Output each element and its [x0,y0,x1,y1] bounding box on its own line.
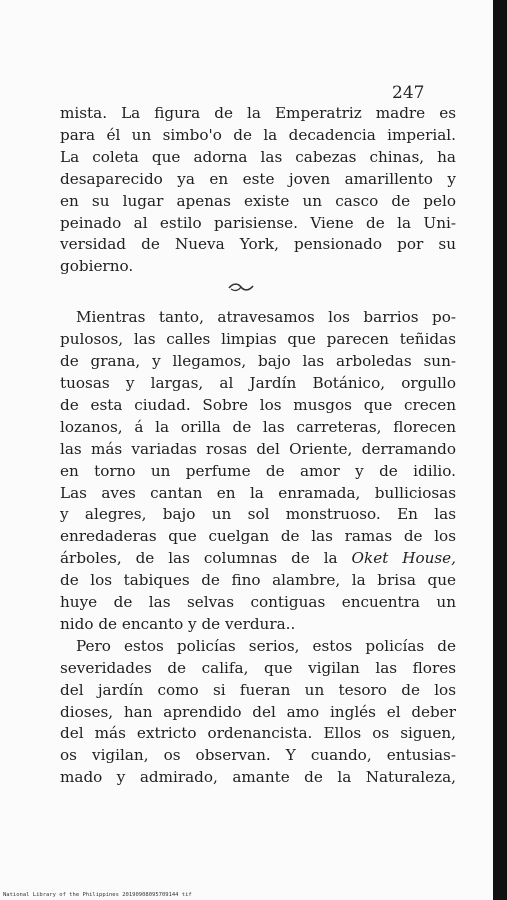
text-line: y alegres, bajo un sol monstruoso. En las [60,505,456,524]
text-line [60,548,456,570]
text-line: severidades de califa, que vigilan las flores [60,658,456,677]
text-line: desaparecido ya en este joven amarillento y [60,169,456,188]
page-text [60,103,456,789]
text-line: gobierno. [60,257,134,276]
text-line: en su lugar apenas existe un casco de pelo [60,191,456,210]
paragraph-3 [60,636,456,789]
text-line: dioses, han aprendido del amo inglés el deber [60,702,456,721]
text-line: huye de las selvas contiguas encuentra un [60,593,456,612]
text-line: para él un simbo'o de la decadencia imperial. [60,125,456,144]
text-line: versidad de Nueva York, pensionado por su [60,235,456,254]
text-line: Las aves cantan en la enramada, bulliciosas [60,483,456,502]
text-line: de esta ciudad. Sobre los musgos que crecen [60,395,456,414]
text-line: enredaderas que cuelgan de las ramas de los [60,527,456,546]
page-number: 247 [392,83,425,103]
text-line: mista. La figura de la Emperatriz madre es [60,104,456,122]
text-segment: árboles, de las columnas de la [60,549,338,568]
text-line: Pero estos policías serios, estos policías de [76,636,456,655]
paragraph-2 [60,307,456,636]
text-line: del jardín como si fueran un tesoro de los [60,680,456,699]
scan-edge [493,0,507,900]
text-line: pulosos, las calles limpias que parecen teñidas [60,330,456,349]
text-line: La coleta que adorna las cabezas chinas, ha [60,147,456,166]
text-line: en torno un perfume de amor y de idilio. [60,461,456,480]
text-line: mado y admirado, amante de la Naturaleza, [60,768,456,787]
text-line: nido de encanto y de verdura.. [60,614,296,633]
text-line: os vigilan, os observan. Y cuando, entusias- [60,746,456,765]
text-line: lozanos, á la orilla de las carreteras, florecen [60,417,456,436]
text-line: del más extricto ordenancista. Ellos os siguen, [60,724,456,743]
text-line: las más variadas rosas del Oriente, derramando [60,439,456,458]
scan-footer: National Library of the Philippines 20190908095709144 tif [3,892,192,898]
text-line: Mientras tanto, atravesamos los barrios po- [76,308,456,327]
text-line: peinado al estilo parisiense. Viene de la Uni- [60,213,456,232]
italic-phrase: Oket House, [351,549,456,568]
text-line: de los tabiques de fino alambre, la brisa que [60,571,456,590]
text-line: tuosas y largas, al Jardín Botánico, orgullo [60,373,456,392]
paragraph-1 [60,103,456,278]
flourish-ornament-icon [228,281,254,293]
text-line: de grana, y llegamos, bajo las arboledas sun- [60,352,456,371]
